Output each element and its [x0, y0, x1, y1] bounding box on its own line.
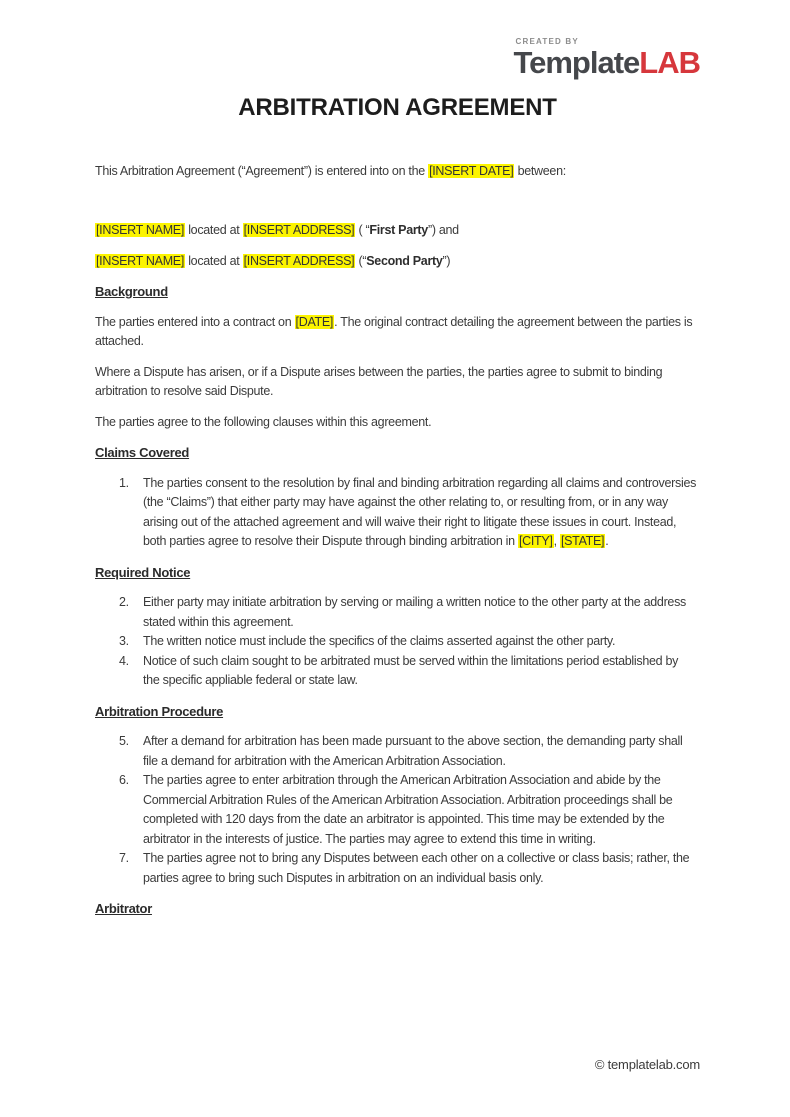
list-item-1: [95, 474, 697, 552]
logo-wordmark: [513, 47, 700, 80]
list-item-6-number: 6.: [119, 773, 129, 788]
list-item-7: [95, 849, 697, 888]
second-party-text-3: ”): [442, 253, 451, 268]
page-title: ARBITRATION AGREEMENT: [238, 93, 557, 121]
insert-address-placeholder-1: [INSERT ADDRESS]: [243, 223, 355, 238]
insert-name-placeholder-2: [INSERT NAME]: [96, 253, 185, 268]
list-item-7-number: 7.: [119, 851, 129, 866]
date-placeholder: [DATE]: [295, 314, 334, 329]
list-item-6: [95, 771, 697, 849]
background-paragraph-1: [95, 313, 697, 352]
background-paragraph-3: The parties agree to the following clauses within this agreement.: [95, 414, 432, 429]
second-party-text-2: (“: [355, 253, 367, 268]
section-heading-arbitration-procedure: Arbitration Procedure: [95, 703, 224, 719]
list-item-5-text: After a demand for arbitration has been made pursuant to the above section, the demanding party shall file a demand for arbitration with the American Arbitration Association.: [143, 734, 683, 768]
logo-created-by-label: CREATED BY: [515, 37, 579, 46]
second-party-line: [95, 252, 697, 272]
logo-lab-text: LAB: [639, 45, 700, 80]
list-item-4-text: Notice of such claim sought to be arbitrated must be served within the limitations period established by the specific appliable federal or state law.: [143, 653, 679, 688]
intro-text-1: This Arbitration Agreement (“Agreement”) is entered into on the: [95, 163, 429, 178]
document-header: [0, 0, 790, 122]
item1-text-2: ,: [553, 534, 560, 549]
list-item-2: [95, 593, 697, 632]
templatelab-logo: [513, 38, 700, 80]
document-body: [0, 162, 790, 919]
claims-covered-list: [95, 474, 697, 552]
item1-text-1: The parties consent to the resolution by final and binding arbitration regarding all claims and controversies (the “Claims”) that either party may have against the other relating to, or resulting from, or in any way arising out of the attached agreement and will waive their right to litigate these issues in court. Instead, both parties agree to resolve their Dispute through binding arbitration in: [143, 475, 697, 549]
first-party-text-3: ”) and: [427, 223, 459, 238]
list-item-3-text: The written notice must include the specifics of the claims asserted against the other party.: [143, 634, 616, 649]
insert-address-placeholder-2: [INSERT ADDRESS]: [243, 253, 355, 268]
second-party-text-1: located at: [185, 253, 243, 268]
section-heading-arbitrator: Arbitrator: [95, 901, 152, 917]
list-item-1-number: 1.: [119, 475, 129, 490]
first-party-label: First Party: [369, 223, 428, 238]
list-item-5: [95, 732, 697, 771]
insert-name-placeholder-1: [INSERT NAME]: [96, 223, 185, 238]
section-heading-claims-covered: Claims Covered: [95, 445, 190, 461]
list-item-3-number: 3.: [119, 634, 129, 649]
city-placeholder: [CITY]: [518, 534, 553, 549]
state-placeholder: [STATE]: [560, 534, 605, 549]
background-p1-text-2: . The original contract detailing the agreement between the parties is attached.: [95, 314, 693, 349]
background-p1-text-1: The parties entered into a contract on: [95, 314, 295, 329]
list-item-5-number: 5.: [119, 734, 129, 749]
document-footer: [595, 1057, 700, 1072]
second-party-label: Second Party: [366, 253, 443, 268]
arbitration-procedure-list: [95, 732, 697, 888]
section-heading-required-notice: Required Notice: [95, 564, 191, 580]
list-item-6-text: The parties agree to enter arbitration through the American Arbitration Association and abide by the Commercial Arbitration Rules of the American Arbitration Association. Arbitration proceedings shall be completed with 120 days from the date an arbitrator is appointed. This time may be extended by the arbitrator in the interests of justice. The parties may agree to extend this time in writing.: [143, 773, 673, 846]
first-party-line: [95, 221, 697, 241]
first-party-text-2: ( “: [355, 223, 370, 238]
list-item-4-number: 4.: [119, 653, 129, 668]
section-heading-background: Background: [95, 284, 168, 300]
first-party-text-1: located at: [185, 223, 243, 238]
insert-date-placeholder: [INSERT DATE]: [429, 163, 514, 178]
list-item-4: [95, 652, 697, 691]
footer-copyright: © templatelab.com: [594, 1057, 700, 1072]
logo-template-text: Template: [513, 45, 640, 80]
list-item-1-text: [143, 474, 697, 552]
list-item-7-text: The parties agree not to bring any Disputes between each other on a collective or class basis; rather, the parties agree to bring such Disputes in arbitration on an individual basis only.: [143, 851, 690, 885]
item1-text-3: .: [605, 534, 609, 549]
required-notice-list: [95, 593, 697, 691]
intro-paragraph: [95, 162, 697, 182]
list-item-2-text: Either party may initiate arbitration by serving or mailing a written notice to the other party at the address stated within this agreement.: [143, 595, 686, 629]
background-paragraph-2: Where a Dispute has arisen, or if a Dispute arises between the parties, the parties agree to submit to binding arbitration to resolve said Dispute.: [95, 364, 663, 399]
list-item-2-number: 2.: [119, 595, 129, 610]
spacer: [95, 192, 697, 221]
intro-text-2: between:: [514, 163, 566, 178]
list-item-3: [95, 632, 697, 652]
